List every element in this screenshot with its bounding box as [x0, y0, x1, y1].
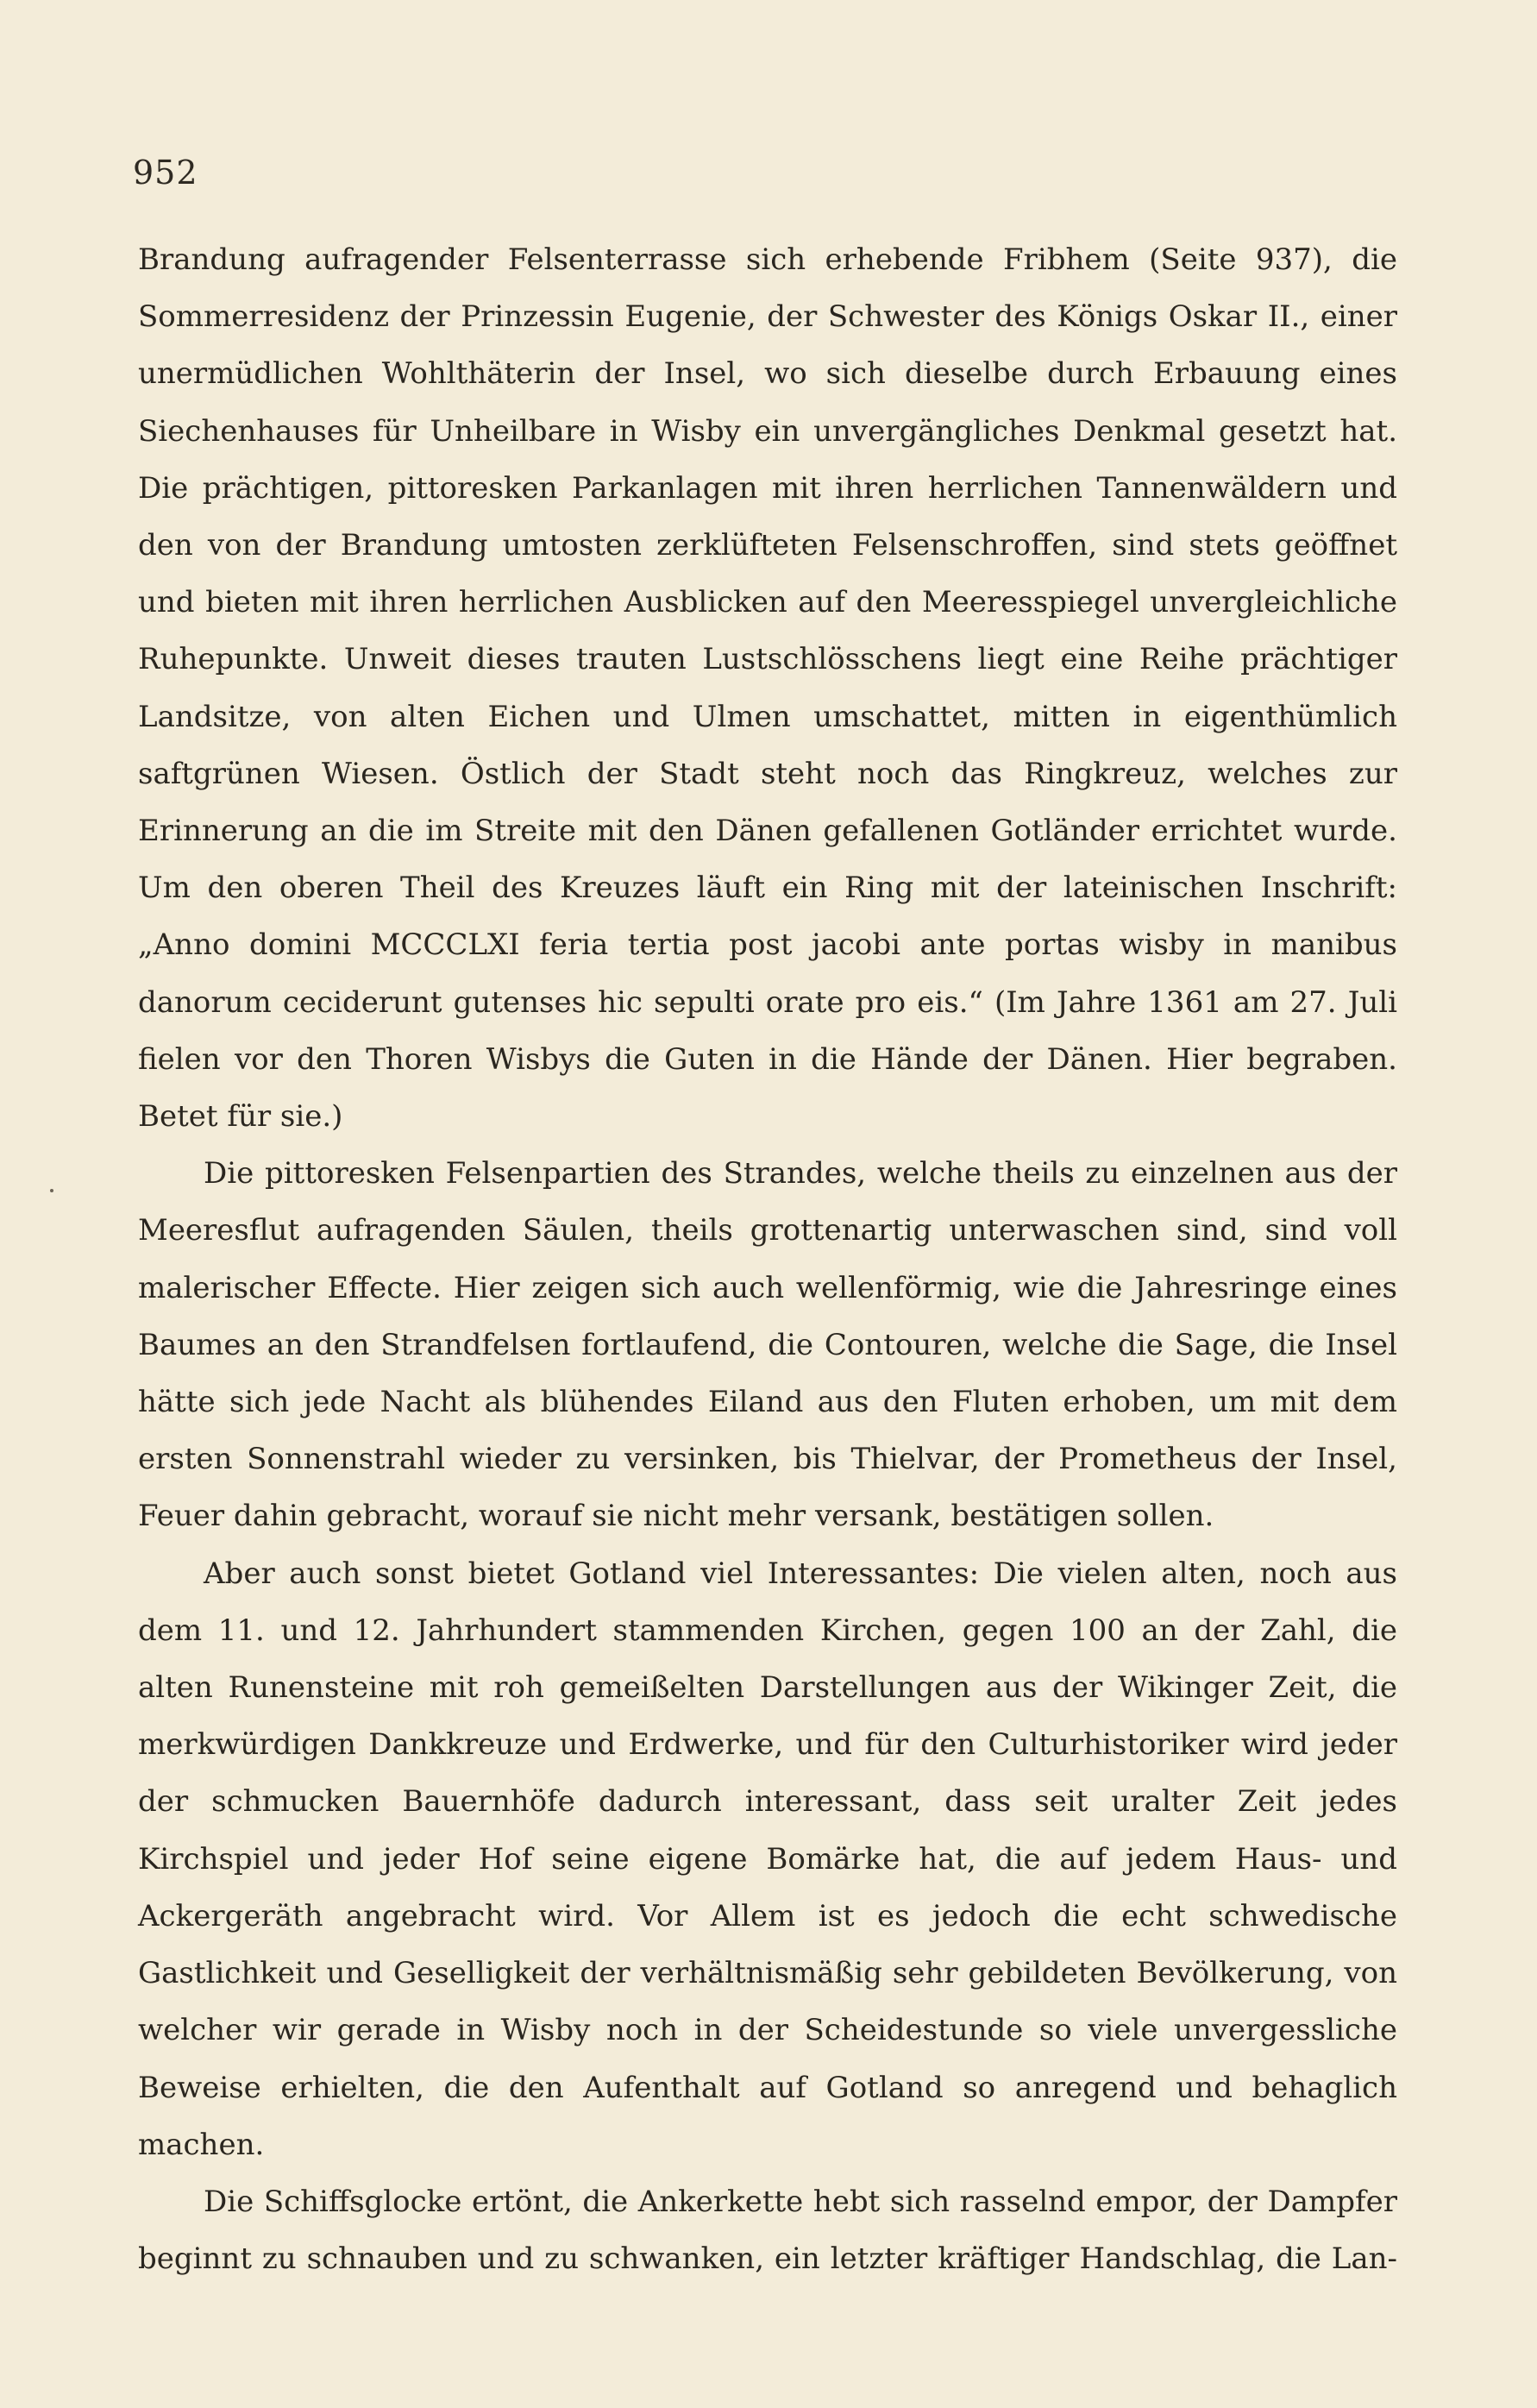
page-number: 952	[133, 154, 198, 192]
paragraph-1: Brandung aufragender Felsenterrasse sich erhebende Fribhem (Seite 937), die Sommerresidenz der Prinzessin Eugenie, der Schwester des Königs Oskar II., einer unermüdlichen Wohlthäterin der Insel, wo sich dieselbe durch Erbauung eines Siechenhauses für Unheilbare in Wisby ein unvergängliches Denkmal gesetzt hat. Die prächtigen, pittoresken Parkanlagen mit ihren herrlichen Tannenwäldern und den von der Brandung umtosten zerklüfteten Felsenschroffen, sind stets geöffnet und bieten mit ihren herrlichen Ausblicken auf den Meeresspiegel unvergleichliche Ruhepunkte. Unweit dieses trauten Lustschlösschens liegt eine Reihe prächtiger Landsitze, von alten Eichen und Ulmen umschattet, mitten in eigenthümlich saftgrünen Wiesen. Östlich der Stadt steht noch das Ringkreuz, welches zur Erinnerung an die im Streite mit den Dänen gefallenen Gotländer errichtet wurde. Um den oberen Theil des Kreuzes läuft ein Ring mit der lateinischen Inschrift: „Anno domini MCCCLXI feria tertia post jacobi ante portas wisby in manibus danorum ceciderunt gutenses hic sepulti orate pro eis.“ (Im Jahre 1361 am 27. Juli fielen vor den Thoren Wisbys die Guten in die Hände der Dänen. Hier begraben. Betet für sie.)	[138, 242, 1397, 1135]
paragraph-2: Die pittoresken Felsenpartien des Strandes, welche theils zu einzelnen aus der Meeresflut aufragenden Säulen, theils grottenartig unterwaschen sind, sind voll malerischer Effecte. Hier zeigen sich auch wellenförmig, wie die Jahresringe eines Baumes an den Strandfelsen fortlaufend, die Contouren, welche die Sage, die Insel hätte sich jede Nacht als blühendes Eiland aus den Fluten erhoben, um mit dem ersten Sonnenstrahl wieder zu versinken, bis Thielvar, der Prometheus der Insel, Feuer dahin gebracht, worauf sie nicht mehr versank, bestätigen sollen.	[138, 1156, 1397, 1534]
margin-mark	[50, 1189, 53, 1192]
paragraph-4: Die Schiffsglocke ertönt, die Ankerkette hebt sich rasselnd empor, der Dampfer beginnt zu schnauben und zu schwanken, ein letzter kräftiger Handschlag, die Lan-	[138, 2184, 1397, 2277]
body-text	[138, 231, 1397, 2287]
paragraph-3: Aber auch sonst bietet Gotland viel Interessantes: Die vielen alten, noch aus dem 11. und 12. Jahrhundert stammenden Kirchen, gegen 100 an der Zahl, die alten Runensteine mit roh gemeißelten Darstellungen aus der Wikinger Zeit, die merkwürdigen Dankkreuze und Erdwerke, und für den Culturhistoriker wird jeder der schmucken Bauernhöfe dadurch interessant, dass seit uralter Zeit jedes Kirchspiel und jeder Hof seine eigene Bomärke hat, die auf jedem Haus- und Ackergeräth angebracht wird. Vor Allem ist es jedoch die echt schwedische Gastlichkeit und Geselligkeit der verhältnismäßig sehr gebildeten Bevölkerung, von welcher wir gerade in Wisby noch in der Scheidestunde so viele unvergessliche Beweise erhielten, die den Aufenthalt auf Gotland so anregend und behaglich machen.	[138, 1556, 1397, 2162]
